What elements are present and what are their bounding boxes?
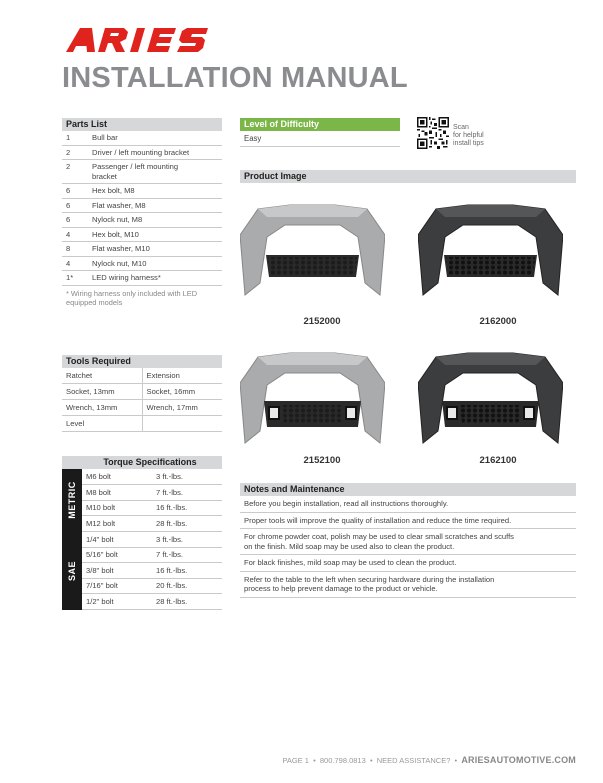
- torque-value: 28 ft.-lbs.: [152, 516, 222, 532]
- qr-caption: [453, 124, 484, 148]
- part-name: Nylock nut, M8: [88, 213, 222, 228]
- part-qty: 1: [62, 131, 88, 145]
- torque-value: 7 ft.-lbs.: [152, 547, 222, 563]
- part-name: Flat washer, M10: [88, 242, 222, 257]
- table-row: [82, 547, 222, 563]
- table-row: [62, 384, 222, 400]
- tool-cell: Extension: [142, 368, 222, 384]
- part-name: Flat washer, M8: [88, 198, 222, 213]
- torque-value: 20 ft.-lbs.: [152, 578, 222, 594]
- bull-bar-led-image-silver: [240, 343, 385, 451]
- bull-bar-image-black: [418, 195, 563, 303]
- table-row: [82, 485, 222, 501]
- qr-caption-line: Scan: [453, 124, 469, 131]
- tools-required: [62, 355, 222, 432]
- bolt-size: 1/2" bolt: [82, 594, 152, 610]
- bolt-size: M12 bolt: [82, 516, 152, 532]
- part-qty: 6: [62, 213, 88, 228]
- part-name: Bull bar: [88, 131, 222, 145]
- torque-value: 7 ft.-lbs.: [152, 485, 222, 501]
- table-row: [62, 213, 222, 228]
- sae-label: SAE: [62, 532, 82, 610]
- part-name: Hex bolt, M8: [88, 184, 222, 199]
- table-row: [62, 160, 222, 184]
- table-row: [62, 368, 222, 384]
- table-row: [62, 416, 222, 432]
- table-row: [82, 594, 222, 610]
- part-qty: 6: [62, 184, 88, 199]
- bull-bar-led-image-black: [418, 343, 563, 451]
- product-image-section: [240, 170, 576, 468]
- aries-logo: [62, 26, 212, 54]
- part-qty: 4: [62, 227, 88, 242]
- torque-value: 28 ft.-lbs.: [152, 594, 222, 610]
- part-qty: 2: [62, 145, 88, 160]
- bolt-size: 5/16" bolt: [82, 547, 152, 563]
- table-row: [82, 578, 222, 594]
- website-link[interactable]: ARIESAUTOMOTIVE.COM: [461, 755, 576, 765]
- bolt-size: M10 bolt: [82, 500, 152, 516]
- table-row: [62, 400, 222, 416]
- table-row: [82, 532, 222, 548]
- tool-cell: Socket, 13mm: [62, 384, 142, 400]
- part-number: 2152100: [303, 455, 341, 466]
- torque-value: 3 ft.-lbs.: [152, 469, 222, 485]
- parts-list-heading: Parts List: [62, 118, 222, 131]
- part-qty: 4: [62, 256, 88, 271]
- page-number: PAGE 1: [282, 756, 309, 765]
- tools-heading: Tools Required: [62, 355, 222, 368]
- qr-caption-line: for helpful: [453, 132, 484, 139]
- part-qty: 2: [62, 160, 88, 184]
- table-row: [62, 184, 222, 199]
- phone-number[interactable]: 800.798.0813: [319, 756, 366, 765]
- table-row: [62, 131, 222, 145]
- part-name: Nylock nut, M10: [88, 256, 222, 271]
- tool-cell: Wrench, 13mm: [62, 400, 142, 416]
- part-number: 2152000: [303, 316, 341, 327]
- qr-code-icon[interactable]: [417, 117, 449, 149]
- table-row: [62, 145, 222, 160]
- table-row: [240, 571, 576, 597]
- table-row: [82, 563, 222, 579]
- table-row: [62, 227, 222, 242]
- note-text: Refer to the table to the left when securing hardware during the installation process to help prevent damage to the product or vehicle.: [240, 571, 576, 597]
- torque-value: 16 ft.-lbs.: [152, 563, 222, 579]
- difficulty-heading: Level of Difficulty: [240, 118, 400, 131]
- part-name: LED wiring harness*: [88, 271, 222, 286]
- bolt-size: 1/4" bolt: [82, 532, 152, 548]
- note-text: For black finishes, mild soap may be used to clean the product.: [240, 555, 576, 572]
- part-qty: 8: [62, 242, 88, 257]
- tool-cell: Wrench, 17mm: [142, 400, 222, 416]
- table-row: [62, 256, 222, 271]
- table-row: [62, 242, 222, 257]
- table-row: [82, 469, 222, 485]
- part-qty: 1*: [62, 271, 88, 286]
- part-qty: 6: [62, 198, 88, 213]
- bull-bar-image-silver: [240, 195, 385, 303]
- part-name: Driver / left mounting bracket: [88, 145, 222, 160]
- torque-sae-group: [62, 532, 222, 610]
- bolt-size: 7/16" bolt: [82, 578, 152, 594]
- table-row: [82, 500, 222, 516]
- bolt-size: 3/8" bolt: [82, 563, 152, 579]
- bolt-size: M6 bolt: [82, 469, 152, 485]
- logo-text: ARIES: [62, 26, 66, 27]
- note-text: Before you begin installation, read all instructions thoroughly.: [240, 496, 576, 512]
- qr-caption-line: install tips: [453, 140, 484, 147]
- table-row: [240, 529, 576, 555]
- tool-cell: Ratchet: [62, 368, 142, 384]
- note-text: Proper tools will improve the quality of installation and reduce the time required.: [240, 512, 576, 529]
- product-image-heading: Product Image: [240, 170, 576, 183]
- torque-specifications: [62, 456, 222, 610]
- part-name: Passenger / left mounting bracket: [88, 160, 222, 184]
- parts-footnote: * Wiring harness only included with LED equipped models: [66, 288, 198, 307]
- torque-heading: Torque Specifications: [62, 456, 222, 469]
- table-row: [240, 512, 576, 529]
- notes-maintenance: [240, 483, 576, 598]
- table-row: [82, 516, 222, 532]
- difficulty-value: Easy: [240, 131, 400, 147]
- notes-heading: Notes and Maintenance: [240, 483, 576, 496]
- torque-value: 3 ft.-lbs.: [152, 532, 222, 548]
- tool-cell: Level: [62, 416, 142, 432]
- torque-metric-group: [62, 469, 222, 532]
- part-name: Hex bolt, M10: [88, 227, 222, 242]
- note-text: For chrome powder coat, polish may be used to clear small scratches and scuffs on the finish. Mild soap may be used also to clean the product.: [240, 529, 576, 555]
- parts-list: [62, 118, 222, 310]
- table-row: [62, 271, 222, 286]
- tool-cell: [142, 416, 222, 432]
- part-number: 2162100: [479, 455, 517, 466]
- assistance-text: NEED ASSISTANCE?: [376, 756, 451, 765]
- metric-label: METRIC: [62, 469, 82, 532]
- table-row: [240, 496, 576, 512]
- table-row: [240, 555, 576, 572]
- bolt-size: M8 bolt: [82, 485, 152, 501]
- torque-value: 16 ft.-lbs.: [152, 500, 222, 516]
- tool-cell: Socket, 16mm: [142, 384, 222, 400]
- page-footer: PAGE 1 • 800.798.0813 • NEED ASSISTANCE? • ARIESAUTOMOTIVE.COM: [282, 755, 576, 765]
- page-title: INSTALLATION MANUAL: [62, 62, 408, 94]
- part-number: 2162000: [479, 316, 517, 327]
- difficulty-box: [240, 118, 400, 147]
- table-row: [62, 198, 222, 213]
